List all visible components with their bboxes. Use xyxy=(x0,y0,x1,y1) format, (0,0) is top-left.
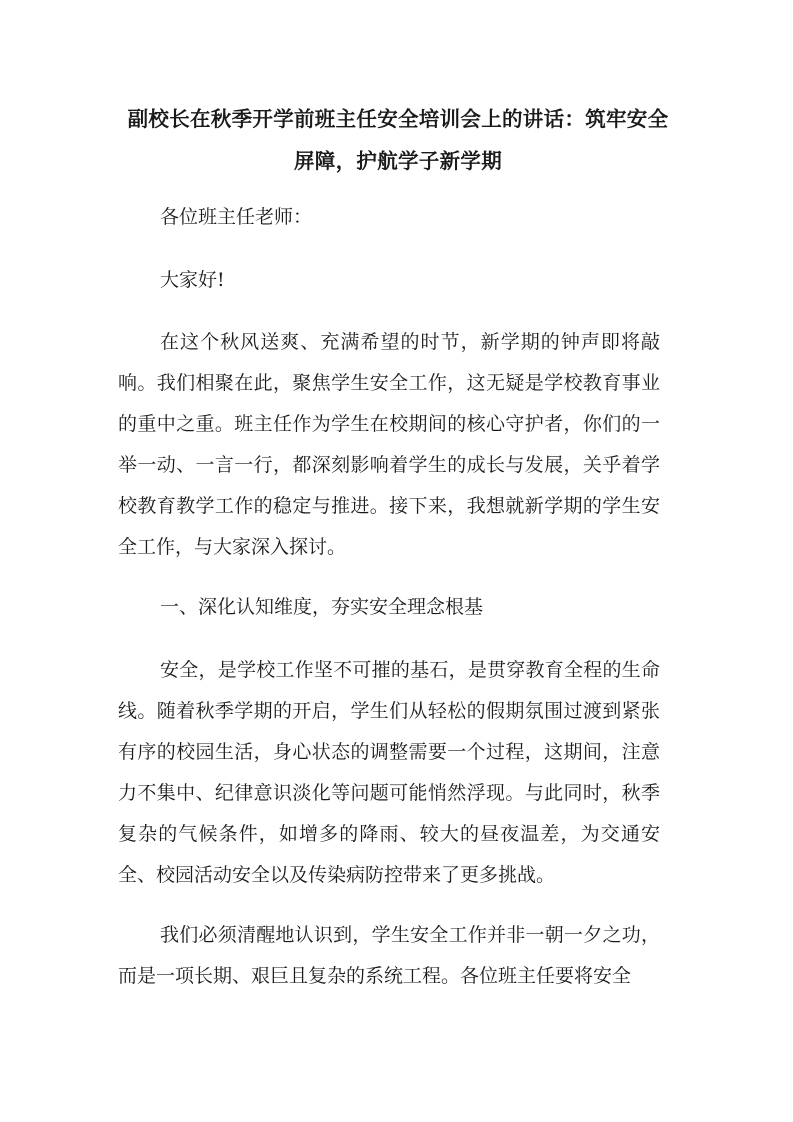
salutation: 各位班主任老师： xyxy=(160,206,313,228)
paragraph-safety-foundation: 安全，是学校工作坚不可摧的基石，是贯穿教育全程的生命线。随着秋季学期的开启，学生们从轻松的假期氛围过渡到紧张有序的校园生活，身心状态的调整需要一个过程，这期间，注意力不集中、纪律意识淡化等问题可能悄然浮现。与此同时，秋季复杂的气候条件，如增多的降雨、较大的昼夜温差，为交通安全、校园活动安全以及传染病防控带来了更多挑战。 xyxy=(118,659,660,886)
section-heading-1: 一、深化认知维度，夯实安全理念根基 xyxy=(160,596,484,618)
document-title: 副校长在秋季开学前班主任安全培训会上的讲话：筑牢安全屏障，护航学子新学期 xyxy=(127,107,669,173)
paragraph-intro: 在这个秋风送爽、充满希望的时节，新学期的钟声即将敲响。我们相聚在此，聚焦学生安全工作，这无疑是学校教育事业的重中之重。班主任作为学生在校期间的核心守护者，你们的一举一动、一言一行，都深刻影响着学生的成长与发展，关乎着学校教育教学工作的稳定与推进。接下来，我想就新学期的学生安全工作，与大家深入探讨。 xyxy=(118,331,660,558)
greeting: 大家好! xyxy=(160,269,225,291)
paragraph-long-term-work: 我们必须清醒地认识到，学生安全工作并非一朝一夕之功，而是一项长期、艰巨且复杂的系统工程。各位班主任要将安全 xyxy=(118,924,660,987)
